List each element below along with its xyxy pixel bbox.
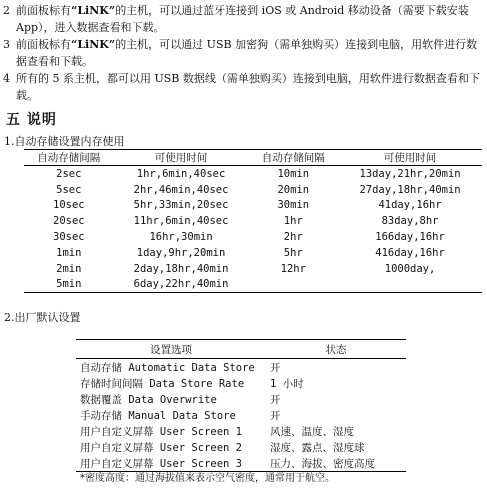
column-header: 自动存储间隔 — [24, 150, 114, 166]
table-cell: 开 — [270, 361, 281, 374]
column-header: 设置选项 — [76, 340, 266, 359]
table-cell: 12hr — [280, 262, 306, 275]
table-cell: 30sec — [53, 231, 85, 244]
table-cell: 5hr — [283, 246, 303, 259]
table-cell: 湿度、露点、湿度球 — [270, 441, 365, 454]
table-cell: 数据覆盖 Data Overwrite — [80, 393, 217, 406]
table-row — [76, 439, 406, 455]
factory-defaults-table — [76, 339, 406, 472]
table-cell: 风速、温度、湿度 — [270, 425, 354, 438]
table-cell: 30min — [277, 199, 310, 212]
table-cell: 2min — [56, 262, 82, 275]
table-cell: 416day,16hr — [375, 246, 445, 259]
table-cell: 自动存储 Automatic Data Store — [80, 361, 255, 374]
list-item-number: 2 — [3, 4, 10, 17]
table1-caption: 1.自动存储设置内存使用 — [4, 135, 125, 148]
memory-usage-table — [24, 149, 482, 293]
table-cell — [248, 277, 338, 293]
table-row — [24, 277, 482, 293]
table-cell: 1hr,6min,40sec — [136, 167, 226, 180]
footnote: *密度高度：通过海拔值来表示空气密度，通常用于航空。 — [80, 473, 335, 484]
table-cell: 11hr,6min,40sec — [133, 215, 229, 228]
table-row — [24, 261, 482, 277]
table2-caption: 2.出厂默认设置 — [4, 311, 81, 324]
list-item-text: 所有的 5 系主机，都可以用 USB 数据线（需单独购买）连接到电脑，用软件进行数据查看和下载。 — [16, 72, 480, 102]
list-item — [3, 70, 483, 104]
table-cell: 20min — [277, 183, 310, 196]
table-cell: 用户自定义屏幕 User Screen 2 — [80, 441, 243, 454]
table-cell: 存储时间间隔 Data Store Rate — [80, 377, 245, 390]
table-cell: 5hr,33min,20sec — [133, 199, 229, 212]
table-cell — [338, 277, 482, 293]
table-cell: 1 小时 — [270, 377, 304, 390]
table-body — [76, 359, 406, 472]
table-row — [76, 391, 406, 407]
table-cell: 开 — [270, 393, 281, 406]
link-label: “LiNK” — [71, 4, 116, 17]
table-row — [76, 407, 406, 423]
table-cell: 13day,21hr,20min — [359, 167, 461, 180]
table-cell: 开 — [270, 409, 281, 422]
table-cell: 20sec — [53, 215, 85, 228]
table-cell: 41day,16hr — [378, 199, 442, 212]
table-cell: 2day,18hr,40min — [133, 262, 229, 275]
list-item-text — [16, 2, 483, 36]
table-row — [24, 213, 482, 229]
table-header-row — [76, 340, 406, 359]
table-cell: 用户自定义屏幕 User Screen 3 — [76, 455, 266, 472]
table-cell: 1day,9hr,20min — [136, 246, 226, 259]
table-cell: 16hr,30min — [149, 231, 213, 244]
column-header: 自动存储间隔 — [248, 150, 338, 166]
table-row — [24, 229, 482, 245]
table-row — [24, 245, 482, 261]
table-row — [24, 166, 482, 182]
column-header: 状态 — [266, 340, 406, 359]
table-cell: 1hr — [283, 215, 303, 228]
table-cell: 10min — [277, 167, 310, 180]
instruction-list — [3, 2, 483, 104]
text-segment: 的主机，可以通过蓝牙连接到 iOS 或 Android 移动设备（需要下载安装 App），进入数据查看和下载。 — [16, 4, 469, 34]
table-cell: 压力、海拔、密度高度 — [266, 455, 406, 472]
table-cell: 1min — [56, 246, 82, 259]
table-cell: 83day,8hr — [381, 215, 439, 228]
column-header: 可使用时间 — [338, 150, 482, 166]
list-item — [3, 2, 483, 36]
table-cell: 27day,18hr,40min — [359, 183, 461, 196]
text-segment: 前面板标有 — [16, 4, 71, 17]
list-item-number: 4 — [3, 72, 10, 85]
list-item-number: 3 — [3, 38, 10, 51]
column-header: 可使用时间 — [114, 150, 249, 166]
link-label: “LiNK” — [71, 38, 116, 51]
table-cell: 用户自定义屏幕 User Screen 1 — [80, 425, 243, 438]
table-row — [24, 182, 482, 198]
table-cell: 2sec — [56, 167, 82, 180]
table-cell: 10sec — [53, 199, 85, 212]
table-cell: 1000day, — [384, 262, 436, 275]
table-row — [76, 359, 406, 376]
table-header-row — [24, 150, 482, 166]
table-row — [76, 423, 406, 439]
table-row — [76, 375, 406, 391]
table-cell: 2hr — [283, 231, 303, 244]
table-cell: 手动存储 Manual Data Store — [80, 409, 236, 422]
list-item-text — [16, 36, 483, 70]
table-cell: 6day,22hr,40min — [114, 277, 249, 293]
table-row — [24, 198, 482, 214]
list-item — [3, 36, 483, 70]
section-title: 五 说明 — [6, 112, 57, 128]
table-cell: 5sec — [56, 183, 82, 196]
text-segment: 前面板标有 — [16, 38, 71, 51]
table-cell: 166day,16hr — [375, 231, 445, 244]
text-segment: 的主机，可以通过 USB 加密狗（需单独购买）连接到电脑，用软件进行数据查看和下载。 — [16, 38, 478, 68]
table-body — [24, 166, 482, 293]
table-cell: 2hr,46min,40sec — [133, 183, 229, 196]
table-cell: 5min — [24, 277, 114, 293]
